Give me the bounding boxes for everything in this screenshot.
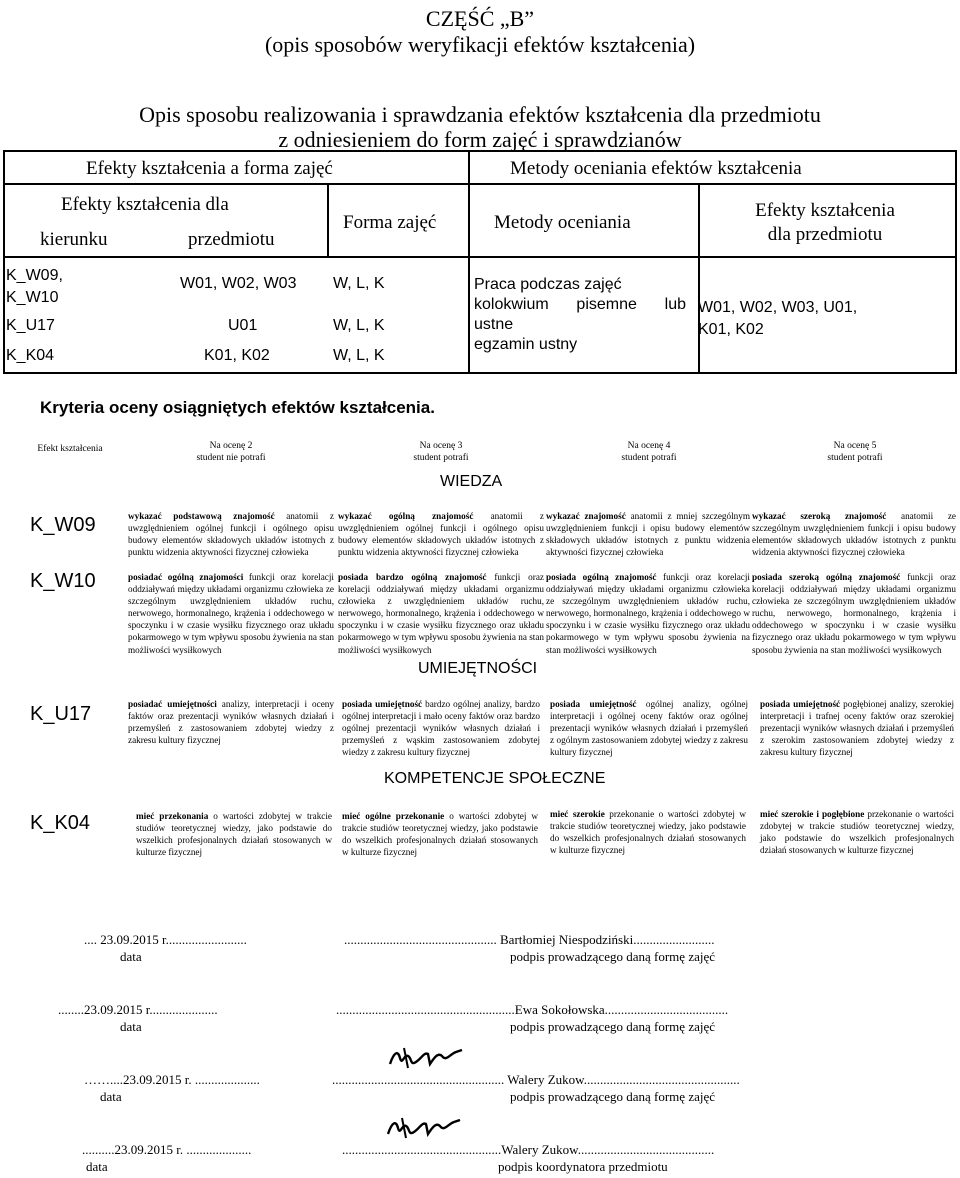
group-assessment-methods: Metody oceniania efektów kształcenia <box>510 158 802 179</box>
col-efekty-line-1: Efekty kształcenia <box>755 200 895 221</box>
col-effect: Efekt kształcenia <box>37 444 103 454</box>
kw10-grade-2: posiadać ogólną znajomości funkcji oraz korelacji oddziaływań między układami organizmu człowieka ze szczególnym uwzględnieniem układów ruchu, nerwowego, hormonalnego, krążenia i oddechowego w spoczynku i w czasie wysiłku fizycznego oraz układu pokarmowego w tym wpływu sposobu żywienia na stan możliwości wysiłkowych <box>128 572 334 655</box>
kw09-grade-4: wykazać znajomość anatomii z mniej szczególnym uwzględnieniem funkcji i opisu budowy elementów składowych układów istotnych z punktu widzenia aktywności fizycznej człowieka <box>546 511 750 558</box>
sig1-name: ............................................... Bartłomiej Niespodziński......................... <box>344 932 715 947</box>
sig2-name: .......................................................Ewa Sokołowska...................................... <box>336 1002 729 1017</box>
sig4-name: .................................................Walery Zukow.......................................... <box>342 1142 715 1157</box>
main-heading-line-2: z odniesieniem do form zajęć i sprawdzianów <box>278 127 682 152</box>
sig1-date: .... 23.09.2015 r......................... <box>84 932 247 947</box>
part-title: CZĘŚĆ „B” <box>425 6 535 31</box>
kk04-grade-3: mieć ogólne przekonanie o wartości zdobytej w trakcie studiów teoretycznej wiedzy, jako podstawie do wszelkich profesjonalnych działań stosowanych w kulturze fizycznej <box>342 811 538 858</box>
sig3-date: ……....23.09.2015 r. .................... <box>84 1072 260 1087</box>
section-umiejetnosci: UMIEJĘTNOŚCI <box>418 660 538 677</box>
sig3-name: ..................................................... Walery Zukow................................................ <box>332 1072 740 1087</box>
col-grade-2: Na ocenę 2 student nie potrafi <box>196 441 266 463</box>
sig4-date: ..........23.09.2015 r. .................... <box>82 1142 252 1157</box>
sig1-date-label: data <box>120 949 142 964</box>
sig2-role: podpis prowadzącego daną formę zajęć <box>510 1019 716 1034</box>
section-kompetencje: KOMPETENCJE SPOŁECZNE <box>384 770 606 787</box>
row3-kierunku: K_K04 <box>6 347 55 364</box>
row2-forma: W, L, K <box>333 317 385 334</box>
kk04-grade-2: mieć przekonania o wartości zdobytej w trakcie studiów teoretycznej wiedzy, jako podstawie do wszelkich profesjonalnych działań stosowanych w kulturze fizycznej <box>136 811 332 858</box>
row1-przedmiotu: W01, W02, W03 <box>180 275 297 292</box>
sig3-date-label: data <box>100 1089 122 1104</box>
main-heading-line-1: Opis sposobu realizowania i sprawdzania efektów kształcenia dla przedmiotu <box>139 102 821 127</box>
label-kk04: K_K04 <box>30 812 91 834</box>
row3-forma: W, L, K <box>333 347 385 364</box>
col-forma-zajec: Forma zajęć <box>343 212 437 233</box>
kk04-grade-4: mieć szerokie przekonanie o wartości zdobytej w trakcie studiów teoretycznej wiedzy, jako podstawie do wszelkich profesjonalnych działań stosowanych w kulturze fizycznej <box>550 809 746 856</box>
ku17-grade-5: posiada umiejętność pogłębionej analizy, szerokiej interpretacji i trafnej oceny faktów oraz szerokiej prezentacji wyników własnych działań i przemyśleń z szerokim zastosowaniem zdobytej wiedzy z zakresu kultury fizycznej <box>760 699 955 758</box>
row3-przedmiotu: K01, K02 <box>204 347 270 364</box>
col-grade-5: Na ocenę 5 student potrafi <box>827 441 883 463</box>
kw10-grade-3: posiada bardzo ogólną znajomość funkcji oraz korelacji oddziaływań między układami organizmu człowieka z uwzględnieniem układów ruchu, nerwowego, hormonalnego, krążenia i oddechowego w spoczynku i w czasie wysiłku fizycznego oraz układu pokarmowego w tym wpływu sposobu żywienia na stan możliwości wysiłkowych <box>338 572 544 655</box>
sig2-date: ........23.09.2015 r..................... <box>58 1002 218 1017</box>
kw09-grade-2: wykazać podstawową znajomość anatomii z uwzględnieniem ogólnej funkcji i ogólnego opisu budowy elementów składowych układów istotnych z punktu widzenia aktywności fizycznej człowieka <box>128 511 334 558</box>
col-grade-4: Na ocenę 4 student potrafi <box>621 441 677 463</box>
sig4-role: podpis koordynatora przedmiotu <box>498 1159 668 1174</box>
label-ku17: K_U17 <box>30 703 92 725</box>
sig4-date-label: data <box>86 1159 108 1174</box>
kk04-grade-5: mieć szerokie i pogłębione przekonanie o wartości zdobytej w trakcie studiów teoretycznej wiedzy, jako podstawie do wszelkich profesjonalnych działań stosowanych w kulturze fizycznej <box>760 809 954 856</box>
col-efekty-line-2: dla przedmiotu <box>767 224 883 245</box>
efekty-text: W01, W02, W03, U01, K01, K02 <box>698 299 858 338</box>
row2-przedmiotu: U01 <box>228 317 258 334</box>
sig1-role: podpis prowadzącego daną formę zajęć <box>510 949 716 964</box>
sig3-role: podpis prowadzącego daną formę zajęć <box>510 1089 716 1104</box>
row1-kierunku: K_W09, K_W10 <box>6 267 63 306</box>
metody-text: Praca podczas zajęć kolokwium pisemne lub ustne egzamin ustny <box>474 276 686 353</box>
col-kierunku: kierunku <box>40 229 108 250</box>
ku17-grade-4: posiada umiejętność ogólnej analizy, ogólnej interpretacji i ogólnej oceny faktów oraz ogólnej prezentacji wyników własnych działań i przemyśleń z ogólnym zastosowaniem zdobytej wiedzy z zakresu kultury fizycznej <box>550 699 749 758</box>
effects-for-label: Efekty kształcenia dla <box>61 194 229 215</box>
row2-kierunku: K_U17 <box>6 317 55 334</box>
ku17-grade-3: posiada umiejętność bardzo ogólnej analizy, bardzo ogólnej interpretacji i mało oceny faktów oraz bardzo ogólnej prezentacji wyników własnych działań i przemyśleń z wąskim zastosowaniem zdobytej wiedzy z zakresu kultury fizycznej <box>342 699 540 758</box>
label-kw09: K_W09 <box>30 514 96 536</box>
part-subtitle: (opis sposobów weryfikacji efektów kształcenia) <box>264 32 696 57</box>
kw10-grade-4: posiada ogólną znajomość funkcji oraz korelacji oddziaływań między układami organizmu człowieka ze szczególnym uwzględnieniem układów ruchu, nerwowego, hormonalnego, krążenia i oddechowego w spoczynku i w czasie wysiłku fizycznego oraz układu pokarmowego w tym wpływu sposobu żywienia na stan możliwości wysiłkowych <box>546 572 750 655</box>
label-kw10: K_W10 <box>30 570 96 592</box>
section-wiedza: WIEDZA <box>440 473 503 490</box>
ku17-grade-2: posiadać umiejętności analizy, interpretacji i oceny faktów oraz prezentacji wyników własnych działań i przemyśleń z zastosowaniem zdobytej wiedzy z zakresu kultury fizycznej <box>128 699 334 746</box>
col-przedmiotu: przedmiotu <box>188 229 275 250</box>
col-metody-oceniania: Metody oceniania <box>494 212 631 233</box>
group-effects-form: Efekty kształcenia a forma zajęć <box>86 158 333 179</box>
kw10-grade-5: posiada szeroką ogólną znajomość funkcji oraz korelacji oddziaływań między układami organizmu człowieka ze szczególnym uwzględnieniem układów ruchu, nerwowego, hormonalnego, krążenia i oddechowego w spoczynku i w czasie wysiłku fizycznego oraz układu pokarmowego w tym wpływu sposobu żywienia na stan możliwości wysiłkowych <box>752 572 956 655</box>
kw09-grade-3: wykazać ogólną znajomość anatomii z uwzględnieniem ogólnej funkcji i ogólnego opisu budowy elementów składowych układów istotnych z punktu widzenia aktywności fizycznej człowieka <box>338 511 544 558</box>
sig2-date-label: data <box>120 1019 142 1034</box>
kw09-grade-5: wykazać szeroką znajomość anatomii ze szczególnym uwzględnieniem funkcji i opisu budowy elementów składowych układów istotnych z punktu widzenia aktywności fizycznej człowieka <box>752 511 956 558</box>
criteria-heading: Kryteria oceny osiągniętych efektów kształcenia. <box>40 398 435 417</box>
col-grade-3: Na ocenę 3 student potrafi <box>413 441 469 463</box>
row1-forma: W, L, K <box>333 275 385 292</box>
